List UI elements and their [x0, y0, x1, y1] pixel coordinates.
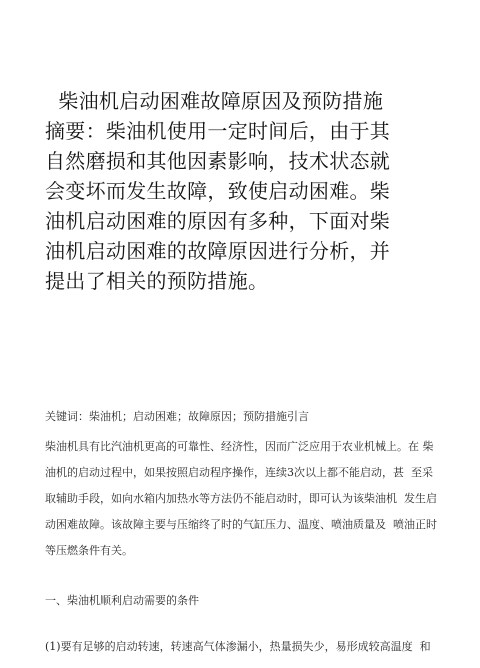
section-heading: 一、柴油机顺利启动需要的条件 — [45, 594, 199, 607]
title-abstract-block — [45, 86, 450, 296]
abstract-line: 油机启动困难的故障原因进行分析，并 — [45, 239, 391, 263]
intro-line: 动困难故障。该故障主要与压缩终了时的气缸压力、温度、喷油质量及 喷油正时 — [45, 518, 437, 531]
abstract-line: 提出了相关的预防措施。 — [45, 269, 269, 293]
keywords-line: 关键词：柴油机；启动困难；故障原因；预防措施引言 — [45, 410, 309, 423]
abstract-line: 摘要：柴油机使用一定时间后，由于其 — [45, 119, 391, 143]
abstract-line: 自然磨损和其他因素影响，技术状态就 — [45, 149, 391, 173]
intro-line: 油机的启动过程中，如果按照启动程序操作，连续3次以上都不能启动，甚 至采 — [45, 466, 433, 479]
intro-line: 取辅助手段，如向水箱内加热水等方法仍不能启动时，即可认为该柴油机 发生启 — [45, 492, 437, 505]
abstract-line: 会变坏而发生故障，致使启动困难。柴 — [45, 179, 391, 203]
body-text-block — [45, 404, 445, 660]
intro-line: 等压燃条件有关。 — [45, 544, 133, 557]
document-title: 柴油机启动困难故障原因及预防措施 — [45, 89, 384, 113]
abstract-line: 油机启动困难的原因有多种，下面对柴 — [45, 209, 391, 233]
numbered-item: (1)要有足够的启动转速，转速高气体渗漏小，热量损失少，易形成较高温度 和 — [45, 640, 431, 653]
intro-line: 柴油机具有比汽油机更高的可靠性、经济性，因而广泛应用于农业机械上。在 柴 — [45, 440, 434, 453]
